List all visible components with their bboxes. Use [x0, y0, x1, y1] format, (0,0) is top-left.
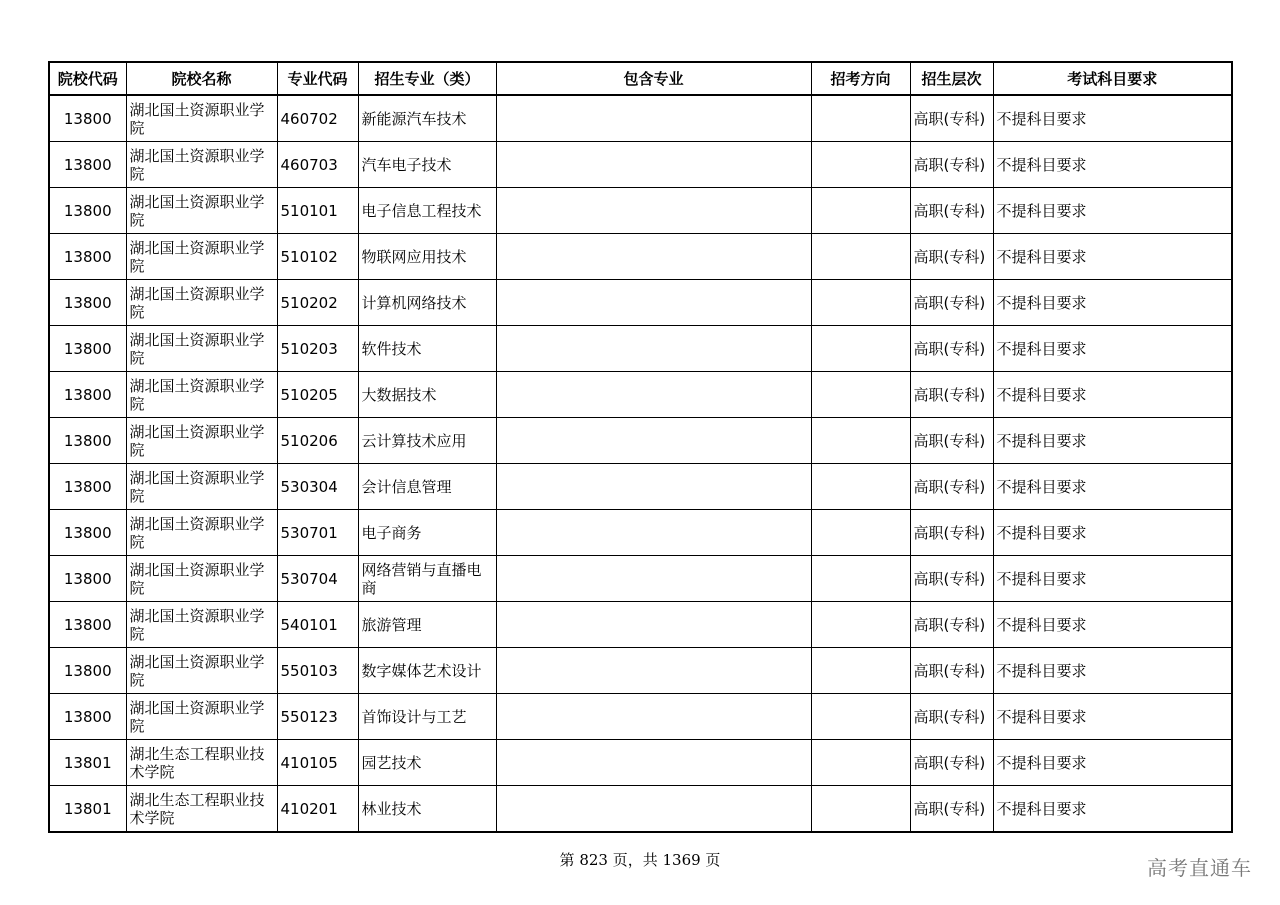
requirement-cell: 不提科目要求	[993, 372, 1232, 418]
direction-cell	[811, 418, 910, 464]
school-name-cell: 湖北生态工程职业技术学院	[126, 786, 277, 833]
included-majors-cell	[496, 372, 811, 418]
table-row	[49, 556, 1232, 602]
header-school-name: 院校名称	[126, 62, 277, 95]
table-row	[49, 694, 1232, 740]
table-row	[49, 326, 1232, 372]
direction-cell	[811, 556, 910, 602]
major-code-cell: 510202	[277, 280, 358, 326]
requirement-cell: 不提科目要求	[993, 95, 1232, 142]
requirement-cell: 不提科目要求	[993, 694, 1232, 740]
level-cell: 高职(专科)	[910, 556, 993, 602]
school-code-cell: 13800	[49, 326, 126, 372]
included-majors-cell	[496, 95, 811, 142]
requirement-cell: 不提科目要求	[993, 602, 1232, 648]
school-name-cell: 湖北国土资源职业学院	[126, 694, 277, 740]
major-code-cell: 550123	[277, 694, 358, 740]
included-majors-cell	[496, 418, 811, 464]
level-cell: 高职(专科)	[910, 142, 993, 188]
level-cell: 高职(专科)	[910, 510, 993, 556]
school-name-cell: 湖北国土资源职业学院	[126, 188, 277, 234]
school-name-cell: 湖北国土资源职业学院	[126, 556, 277, 602]
major-cell: 电子商务	[358, 510, 496, 556]
included-majors-cell	[496, 280, 811, 326]
major-code-cell: 530304	[277, 464, 358, 510]
requirement-cell: 不提科目要求	[993, 280, 1232, 326]
direction-cell	[811, 280, 910, 326]
level-cell: 高职(专科)	[910, 280, 993, 326]
school-code-cell: 13801	[49, 786, 126, 833]
header-requirement: 考试科目要求	[993, 62, 1232, 95]
table-row	[49, 142, 1232, 188]
level-cell: 高职(专科)	[910, 602, 993, 648]
school-name-cell: 湖北国土资源职业学院	[126, 510, 277, 556]
level-cell: 高职(专科)	[910, 326, 993, 372]
major-cell: 软件技术	[358, 326, 496, 372]
requirement-cell: 不提科目要求	[993, 464, 1232, 510]
level-cell: 高职(专科)	[910, 786, 993, 833]
school-name-cell: 湖北国土资源职业学院	[126, 372, 277, 418]
major-code-cell: 530704	[277, 556, 358, 602]
requirement-cell: 不提科目要求	[993, 556, 1232, 602]
school-code-cell: 13800	[49, 418, 126, 464]
level-cell: 高职(专科)	[910, 464, 993, 510]
major-cell: 物联网应用技术	[358, 234, 496, 280]
major-code-cell: 540101	[277, 602, 358, 648]
direction-cell	[811, 648, 910, 694]
school-code-cell: 13800	[49, 142, 126, 188]
direction-cell	[811, 694, 910, 740]
header-direction: 招考方向	[811, 62, 910, 95]
level-cell: 高职(专科)	[910, 95, 993, 142]
requirement-cell: 不提科目要求	[993, 648, 1232, 694]
school-code-cell: 13800	[49, 280, 126, 326]
major-cell: 大数据技术	[358, 372, 496, 418]
included-majors-cell	[496, 510, 811, 556]
header-level: 招生层次	[910, 62, 993, 95]
school-name-cell: 湖北国土资源职业学院	[126, 602, 277, 648]
table-row	[49, 786, 1232, 833]
direction-cell	[811, 510, 910, 556]
school-name-cell: 湖北国土资源职业学院	[126, 418, 277, 464]
included-majors-cell	[496, 464, 811, 510]
school-code-cell: 13800	[49, 95, 126, 142]
table-row	[49, 464, 1232, 510]
table-row	[49, 510, 1232, 556]
major-cell: 计算机网络技术	[358, 280, 496, 326]
included-majors-cell	[496, 142, 811, 188]
school-code-cell: 13800	[49, 464, 126, 510]
admissions-table	[48, 61, 1233, 833]
major-code-cell: 510205	[277, 372, 358, 418]
major-code-cell: 510102	[277, 234, 358, 280]
direction-cell	[811, 188, 910, 234]
major-code-cell: 530701	[277, 510, 358, 556]
direction-cell	[811, 142, 910, 188]
school-name-cell: 湖北国土资源职业学院	[126, 95, 277, 142]
included-majors-cell	[496, 326, 811, 372]
school-code-cell: 13800	[49, 694, 126, 740]
page-number: 第 823 页，共 1369 页	[559, 851, 721, 869]
header-major: 招生专业（类）	[358, 62, 496, 95]
level-cell: 高职(专科)	[910, 648, 993, 694]
included-majors-cell	[496, 556, 811, 602]
major-cell: 林业技术	[358, 786, 496, 833]
direction-cell	[811, 95, 910, 142]
school-code-cell: 13801	[49, 740, 126, 786]
major-code-cell: 510101	[277, 188, 358, 234]
header-major-code: 专业代码	[277, 62, 358, 95]
school-code-cell: 13800	[49, 510, 126, 556]
major-cell: 汽车电子技术	[358, 142, 496, 188]
school-code-cell: 13800	[49, 556, 126, 602]
table-row	[49, 234, 1232, 280]
school-code-cell: 13800	[49, 188, 126, 234]
level-cell: 高职(专科)	[910, 188, 993, 234]
table-row	[49, 372, 1232, 418]
school-name-cell: 湖北国土资源职业学院	[126, 142, 277, 188]
school-name-cell: 湖北国土资源职业学院	[126, 464, 277, 510]
level-cell: 高职(专科)	[910, 740, 993, 786]
included-majors-cell	[496, 786, 811, 833]
direction-cell	[811, 786, 910, 833]
header-included-majors: 包含专业	[496, 62, 811, 95]
included-majors-cell	[496, 694, 811, 740]
school-code-cell: 13800	[49, 602, 126, 648]
requirement-cell: 不提科目要求	[993, 510, 1232, 556]
table-row	[49, 95, 1232, 142]
direction-cell	[811, 464, 910, 510]
table-row	[49, 188, 1232, 234]
major-cell: 电子信息工程技术	[358, 188, 496, 234]
major-cell: 会计信息管理	[358, 464, 496, 510]
header-row	[49, 62, 1232, 95]
included-majors-cell	[496, 648, 811, 694]
direction-cell	[811, 372, 910, 418]
requirement-cell: 不提科目要求	[993, 740, 1232, 786]
requirement-cell: 不提科目要求	[993, 234, 1232, 280]
direction-cell	[811, 602, 910, 648]
requirement-cell: 不提科目要求	[993, 142, 1232, 188]
major-code-cell: 510203	[277, 326, 358, 372]
major-cell: 新能源汽车技术	[358, 95, 496, 142]
requirement-cell: 不提科目要求	[993, 418, 1232, 464]
table-row	[49, 418, 1232, 464]
major-cell: 云计算技术应用	[358, 418, 496, 464]
table-row	[49, 740, 1232, 786]
level-cell: 高职(专科)	[910, 418, 993, 464]
requirement-cell: 不提科目要求	[993, 188, 1232, 234]
school-name-cell: 湖北生态工程职业技术学院	[126, 740, 277, 786]
level-cell: 高职(专科)	[910, 234, 993, 280]
included-majors-cell	[496, 740, 811, 786]
level-cell: 高职(专科)	[910, 372, 993, 418]
table-row	[49, 648, 1232, 694]
major-cell: 网络营销与直播电商	[358, 556, 496, 602]
school-name-cell: 湖北国土资源职业学院	[126, 280, 277, 326]
major-code-cell: 410201	[277, 786, 358, 833]
school-code-cell: 13800	[49, 648, 126, 694]
direction-cell	[811, 234, 910, 280]
direction-cell	[811, 326, 910, 372]
major-cell: 数字媒体艺术设计	[358, 648, 496, 694]
header-school-code: 院校代码	[49, 62, 126, 95]
major-code-cell: 410105	[277, 740, 358, 786]
included-majors-cell	[496, 234, 811, 280]
included-majors-cell	[496, 602, 811, 648]
major-code-cell: 510206	[277, 418, 358, 464]
level-cell: 高职(专科)	[910, 694, 993, 740]
table-row	[49, 602, 1232, 648]
direction-cell	[811, 740, 910, 786]
major-cell: 首饰设计与工艺	[358, 694, 496, 740]
school-name-cell: 湖北国土资源职业学院	[126, 326, 277, 372]
major-cell: 园艺技术	[358, 740, 496, 786]
requirement-cell: 不提科目要求	[993, 786, 1232, 833]
table-row	[49, 280, 1232, 326]
table-body	[49, 95, 1232, 832]
school-code-cell: 13800	[49, 372, 126, 418]
major-code-cell: 460702	[277, 95, 358, 142]
school-name-cell: 湖北国土资源职业学院	[126, 648, 277, 694]
requirement-cell: 不提科目要求	[993, 326, 1232, 372]
major-code-cell: 550103	[277, 648, 358, 694]
school-name-cell: 湖北国土资源职业学院	[126, 234, 277, 280]
watermark-text: 高考直通车	[1147, 856, 1252, 880]
major-code-cell: 460703	[277, 142, 358, 188]
school-code-cell: 13800	[49, 234, 126, 280]
major-cell: 旅游管理	[358, 602, 496, 648]
included-majors-cell	[496, 188, 811, 234]
